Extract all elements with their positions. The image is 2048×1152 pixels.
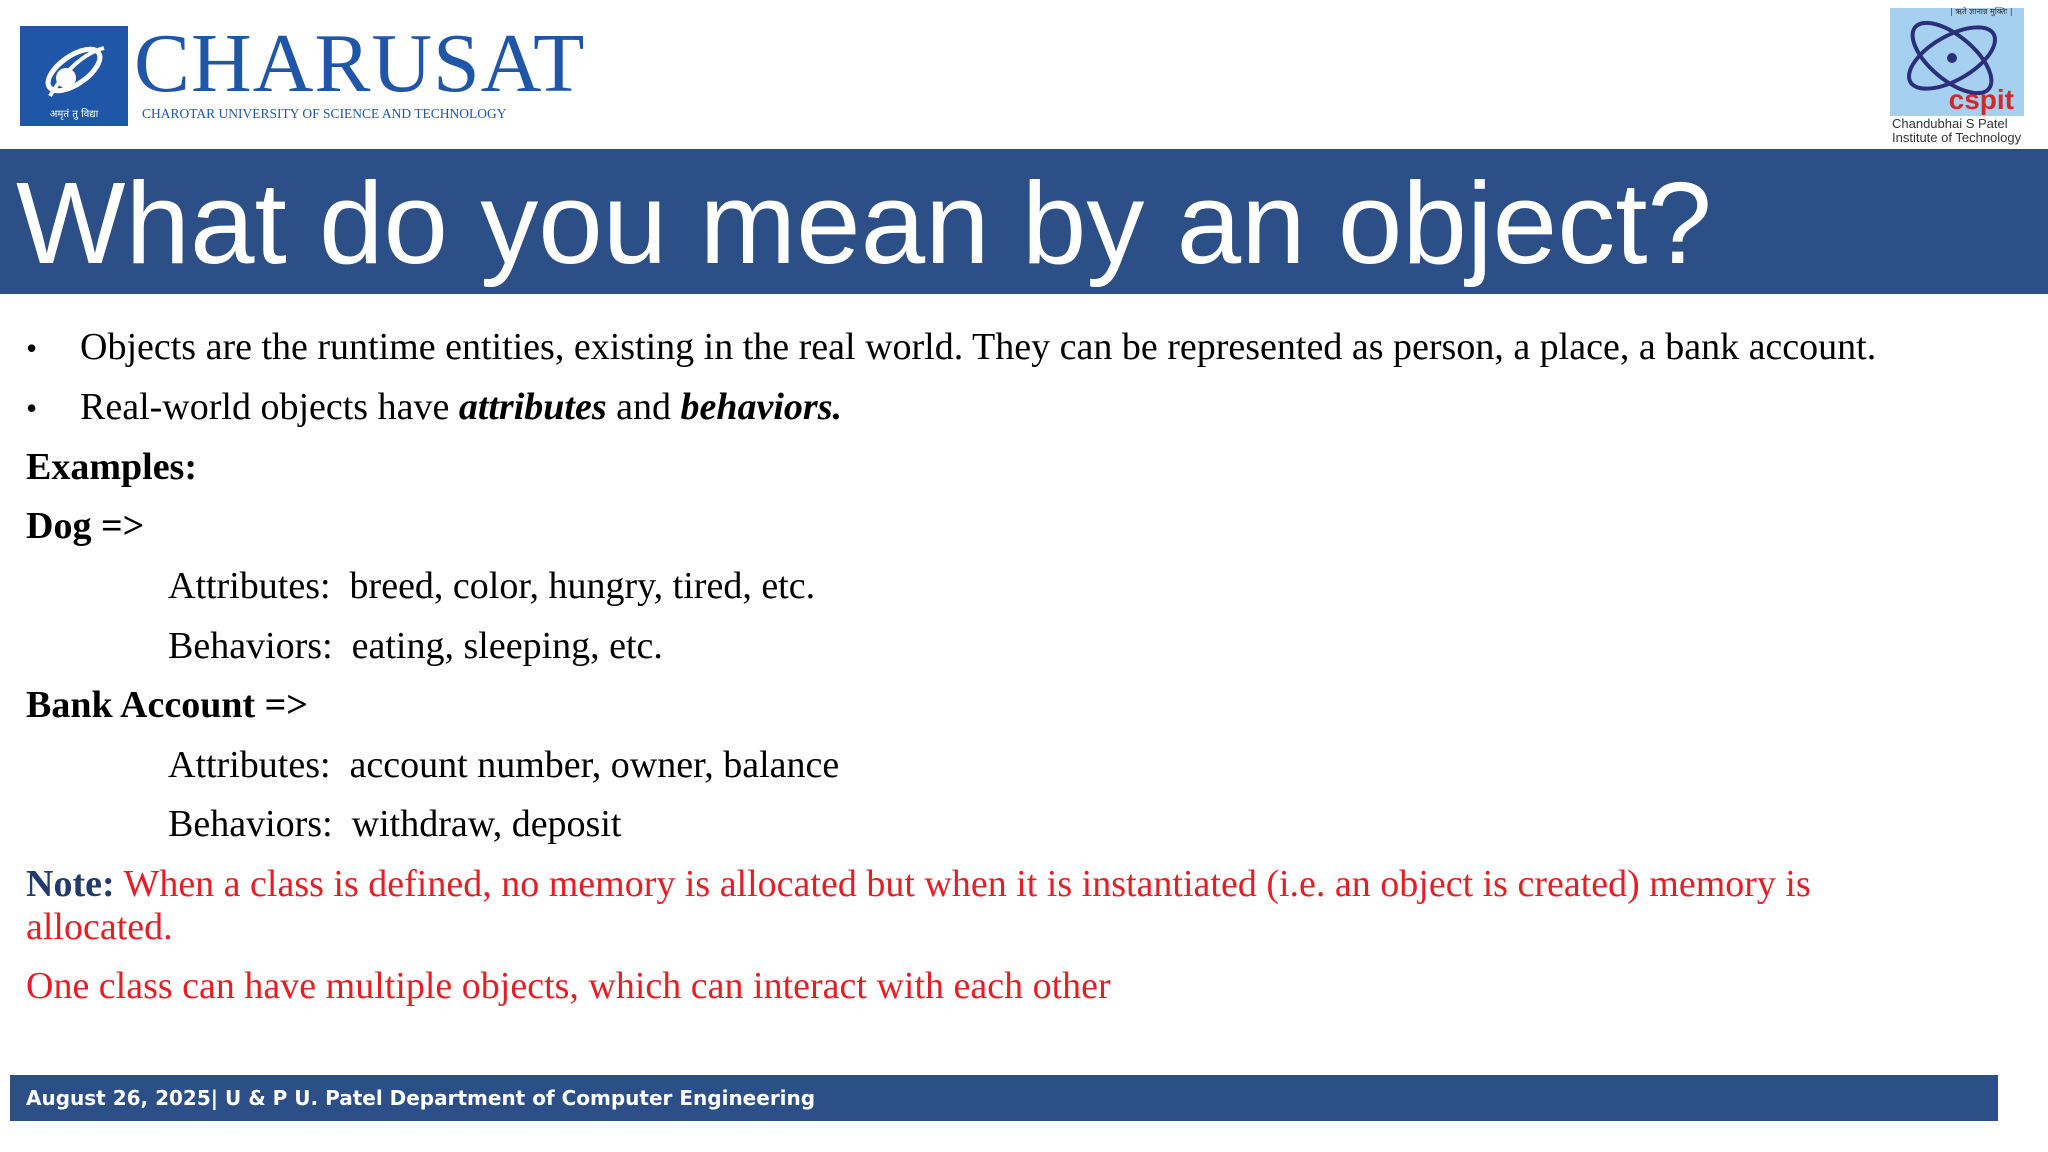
emphasis-attributes: attributes	[458, 386, 607, 428]
bullet-marker: •	[26, 390, 38, 426]
slide-title: What do you mean by an object?	[16, 158, 1712, 288]
cspit-emblem: cspit	[1890, 8, 2024, 116]
note-line-1: Note: When a class is defined, no memory is allocated but when it is instantiated (i.e. an object is created) memory is	[26, 863, 1811, 905]
note-line-2: allocated.	[26, 906, 173, 948]
dog-behaviors: Behaviors: eating, sleeping, etc.	[168, 625, 663, 667]
charusat-wordmark: CHARUSAT	[134, 17, 586, 110]
footer-bar	[10, 1075, 1998, 1121]
examples-heading: Examples:	[26, 446, 197, 488]
charusat-subtitle: CHAROTAR UNIVERSITY OF SCIENCE AND TECHNOLOGY	[142, 106, 507, 121]
example-heading-dog: Dog =>	[26, 505, 145, 547]
bullet-item-2: Real-world objects have attributes and behaviors.	[80, 386, 842, 428]
cspit-logo: cspit | ऋते ज्ञानान्न मुक्तिः | Chandubhai S Patel Institute of Technology	[1890, 6, 2030, 146]
title-band	[0, 149, 2048, 294]
charusat-emblem-icon: अमृतं तु विद्या	[20, 26, 128, 126]
example-heading-bank-account: Bank Account =>	[26, 684, 308, 726]
charusat-logo	[20, 17, 586, 126]
bank-attributes: Attributes: account number, owner, balance	[168, 744, 840, 786]
footer-date: August 26, 2025	[26, 1086, 211, 1110]
bullet-item-1: Objects are the runtime entities, existing in the real world. They can be represented as person, a place, a bank account.	[80, 326, 1877, 368]
emphasis-behaviors: behaviors.	[680, 386, 842, 428]
note-label: Note:	[26, 863, 115, 905]
bullet-marker: •	[26, 330, 38, 366]
footer-department: U & P U. Patel Department of Computer Engineering	[225, 1086, 816, 1110]
closing-statement: One class can have multiple objects, which can interact with each other	[26, 965, 1111, 1007]
dog-attributes: Attributes: breed, color, hungry, tired, etc.	[168, 565, 816, 607]
footer-text: August 26, 2025| U & P U. Patel Department of Computer Engineering	[26, 1086, 816, 1110]
bank-behaviors: Behaviors: withdraw, deposit	[168, 803, 622, 845]
